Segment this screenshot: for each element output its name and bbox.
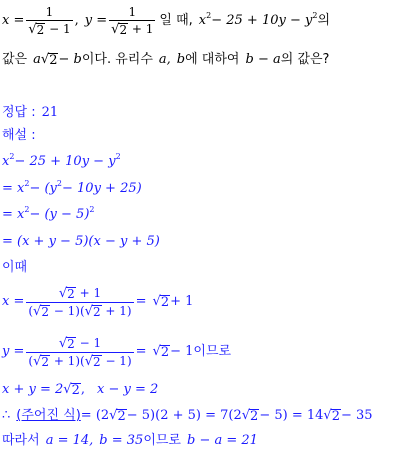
answer-value: 21 [41,105,59,120]
x-eq: x = [2,13,25,28]
solution-step-3: = x $^2$ − (y − 5) $^2$ [2,205,95,222]
answer-line [2,105,58,121]
solution-step-2: = x $^2$ − (y $^2$ − 10y + 25) [2,179,142,196]
solution-conclusion: 따라서 a = 14, b = 35 이므로 b − a = 21 [2,433,258,448]
sqrt: √ 2 [40,52,58,68]
fraction-x: 1 √ 2 − 1 [28,5,71,37]
fraction-y: 1 √ 2 + 1 [111,5,154,37]
solution-label: 해설 : [2,128,36,143]
problem-line-2: 값은 a √ 2 − b 이다. 유리수 a, b 에 대하여 b − a 의 값은? [2,52,330,68]
solution-step-1: x $^2$ − 25 + 10y − y $^2$ [2,152,121,169]
solution-x-line: x = √ 2 + 1 ( √ 2 − 1)( √ 2 + 1) = √ 2 + 1 [2,285,194,319]
solution-sum-diff: x + y = 2 √ 2 , x − y = 2 [2,382,159,398]
sqrt: √ 2 [28,22,45,37]
fraction-y-rationalized: √ 2 − 1 ( √ 2 + 1)( √ 2 − 1) [28,335,132,369]
fraction-x-rationalized: √ 2 + 1 ( √ 2 − 1)( √ 2 + 1) [28,285,132,319]
solution-therefore: ∴ (주어진 식) = (2 √ 2 − 5)(2 + 5) = 7(2 √ 2 − 5) = 14 √ 2 − 35 [2,408,373,424]
y-eq: y = [84,13,108,28]
answer-label: 정답 : [2,105,36,120]
solution-step-4: = (x + y − 5)(x − y + 5) [2,234,160,249]
solution-y-line: y = √ 2 − 1 ( √ 2 + 1)( √ 2 − 1) = √ 2 − 1 이므로 [2,335,232,369]
problem-line-1: x = 1 √ 2 − 1 , y = 1 √ 2 + 1 일 때, x $^2$ − 25 + 10y − y $^2$ 의 [2,5,331,37]
sqrt: √ 2 [111,22,128,37]
solution-then: 이때 [2,260,28,275]
